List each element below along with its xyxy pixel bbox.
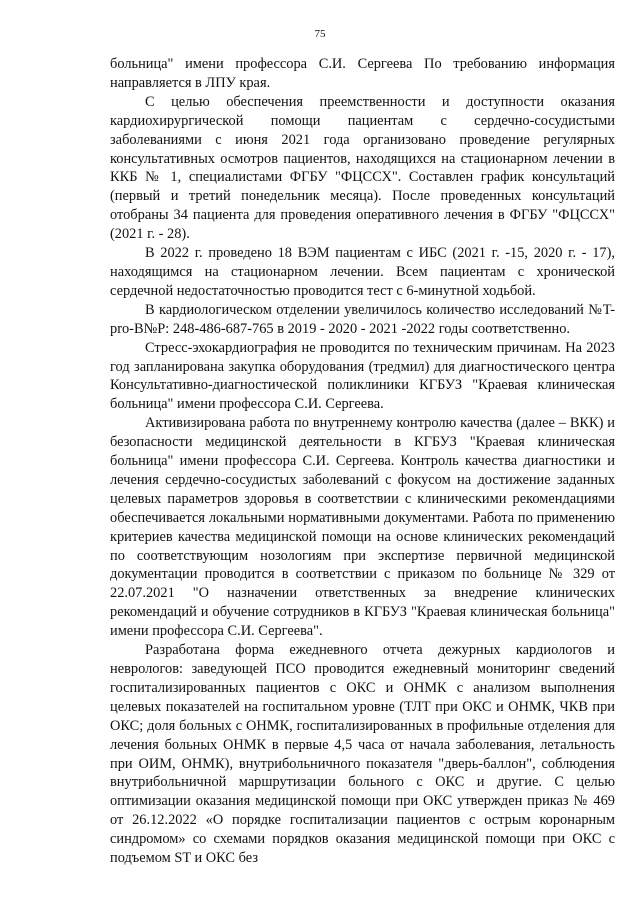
- paragraph-5: Стресс-эхокардиография не проводится по техническим причинам. На 2023 год запланирована закупка оборудования (тредмил) для диагностического центра Консультативно-диагностической поликлиники КГБУЗ "Краевая клиническая больница" имени профессора С.И. Сергеева.: [110, 339, 615, 413]
- paragraph-6: Активизирована работа по внутреннему контролю качества (далее – ВКК) и безопасности медицинской деятельности в КГБУЗ "Краевая клиническая больница" имени профессора С.И. Сергеева. Контроль качества диагностики и лечения сердечно-сосудистых заболеваний с фокусом на достижение заданных целевых параметров здоровья в соответствии с клиническими рекомендациями обеспечивается локальными нормативными документами. Работа по применению критериев качества медицинской помощи на основе клинических рекомендаций по соответствующим нозологиям при экспертизе первичной медицинской документации проводится в соответствии с приказом по больнице № 329 от 22.07.2021 "О назначении ответственных за внедрение клинических рекомендаций и обучение сотрудников в КГБУЗ "Краевая клиническая больница" имени профессора С.И. Сергеева".: [110, 415, 615, 640]
- document-body: [110, 55, 615, 868]
- paragraph-4: В кардиологическом отделении увеличилось количество исследований №T-pro-B№P: 248-486-687-765 в 2019 - 2020 - 2021 -2022 годы соответственно.: [110, 301, 615, 337]
- paragraph-3: В 2022 г. проведено 18 ВЭМ пациентам с ИБС (2021 г. -15, 2020 г. - 17), находящимся на стационарном лечении. Всем пациентам с хронической сердечной недостаточностью проводится тест с 6-минутной ходьбой.: [110, 245, 615, 299]
- paragraph-1: больница" имени профессора С.И. Сергеева По требованию информация направляется в ЛПУ края.: [110, 56, 615, 91]
- paragraph-7: Разработана форма ежедневного отчета дежурных кардиологов и неврологов: заведующей ПСО проводится ежедневный мониторинг сведений госпитализированных пациентов с ОКС и ОНМК с анализом выполнения целевых показателей на госпитальном уровне (ТЛТ при ОКС и ОНМК, ЧКВ при ОКС; доля больных с ОНМК, госпитализированных в профильные отделения для лечения больных ОНМК в первые 4,5 часа от начала заболевания, летальность при ОИМ, ОНМК), внутрибольничного показателя "дверь-баллон", соблюдения внутрибольничной маршрутизации больного с ОКС и другие. С целью оптимизации оказания медицинской помощи при ОКС утвержден приказ № 469 от 26.12.2022 «О порядке госпитализации пациентов с острым коронарным синдромом» со схемами порядков оказания медицинской помощи при ОКС с подъемом ST и ОКС без: [110, 642, 615, 867]
- page-number: 75: [314, 28, 326, 40]
- paragraph-2: С целью обеспечения преемственности и доступности оказания кардиохирургической помощи пациентам с сердечно-сосудистыми заболеваниями с июня 2021 года организовано проведение регулярных консультативных осмотров пациентов, находящихся на стационарном лечении в ККБ № 1, специалистами ФГБУ "ФЦССХ". Составлен график консультаций (первый и третий понедельник месяца). После проведенных консультаций отобраны 34 пациента для проведения оперативного лечения в ФГБУ "ФЦССХ" (2021 г. - 28).: [110, 93, 615, 243]
